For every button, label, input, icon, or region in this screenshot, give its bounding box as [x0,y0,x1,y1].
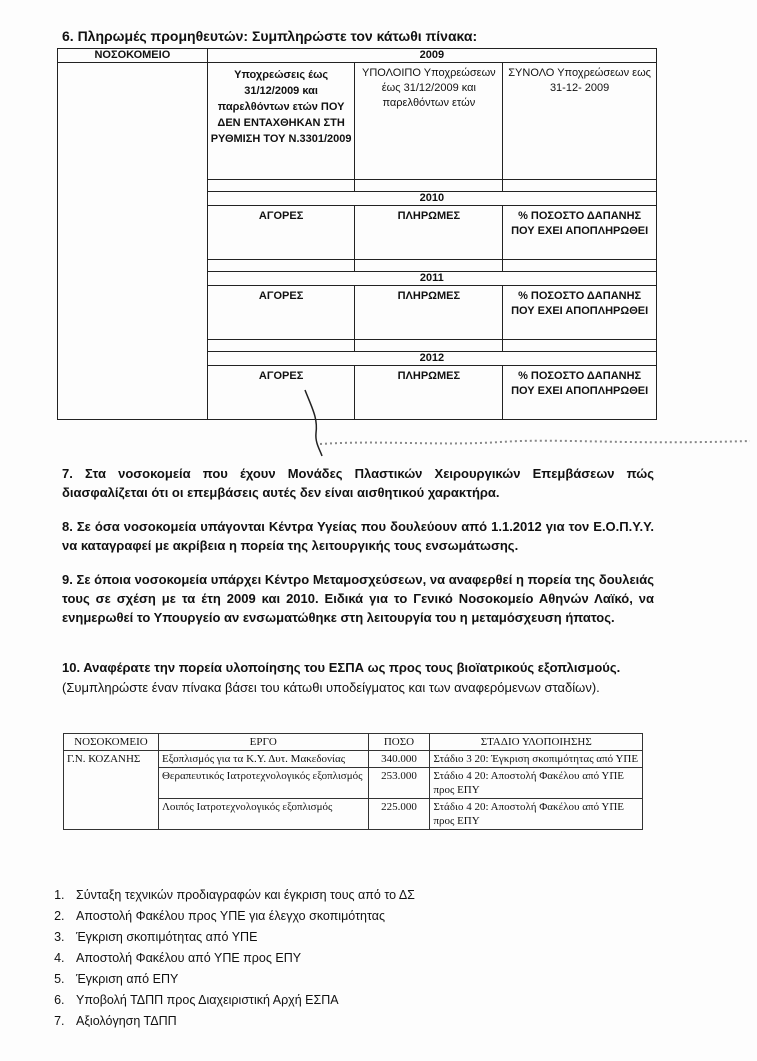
stages-list [32,885,668,1032]
year-2011-header: 2011 [207,272,656,286]
purchases-2010: ΑΓΟΡΕΣ [207,206,355,260]
row-amount: 253.000 [368,768,430,799]
row-stage: Στάδιο 4 20: Αποστολή Φακέλου από ΥΠΕ προς ΕΠΥ [430,768,643,799]
purchases-2011: ΑΓΟΡΕΣ [207,286,355,340]
payments-2012: ΠΛΗΡΩΜΕΣ [355,366,503,420]
row-stage: Στάδιο 4 20: Αποστολή Φακέλου από ΥΠΕ προς ΕΠΥ [430,799,643,830]
col-2009-total: ΣΥΝΟΛΟ Υποχρεώσεων εως 31-12- 2009 [503,63,657,180]
espa-example-table [63,733,643,830]
scan-smudge [320,438,750,448]
stage-item: 4. Αποστολή Φακέλου από ΥΠΕ προς ΕΠΥ [68,948,668,969]
question-7: 7. Στα νοσοκομεία που έχουν Μονάδες Πλαστικών Χειρουργικών Επεμβάσεων πώς διασφαλίζεται ότι οι επεμβάσεις αυτές δεν είναι αισθητικού χαρακτήρα. [62,466,654,500]
question-6-title: 6. Πληρωμές προμηθευτών: Συμπληρώστε τον κάτωθι πίνακα: [62,28,478,44]
question-10-title: 10. Αναφέρατε την πορεία υλοποίησης του ΕΣΠΑ ως προς τους βιοϊατρικούς εξοπλισμούς. [62,660,621,675]
row-stage: Στάδιο 3 20: Έγκριση σκοπιμότητας από ΥΠΕ [430,751,643,768]
hospital-cell [58,63,208,420]
percent-2012: % ΠΟΣΟΣΤΟ ΔΑΠΑΝΗΣ ΠΟΥ ΕΧΕΙ ΑΠΟΠΛΗΡΩΘΕΙ [503,366,657,420]
empty-cell [355,340,503,352]
empty-cell [207,260,355,272]
question-8: 8. Σε όσα νοσοκομεία υπάγονται Κέντρα Υγείας που δουλεύουν από 1.1.2012 για τον Ε.Ο.Π.Υ.Υ. να καταγραφεί με ακρίβεια η πορεία της λειτουργικής τους ενσωμάτωσης. [62,519,654,553]
empty-cell [207,180,355,192]
empty-cell [355,180,503,192]
year-2012-header: 2012 [207,352,656,366]
purchases-2012: ΑΓΟΡΕΣ [207,366,355,420]
year-2009-header: 2009 [207,49,656,63]
percent-2011: % ΠΟΣΟΣΤΟ ΔΑΠΑΝΗΣ ΠΟΥ ΕΧΕΙ ΑΠΟΠΛΗΡΩΘΕΙ [503,286,657,340]
header-project: ΕΡΓΟ [158,734,368,751]
empty-cell [503,340,657,352]
row-project: Εξοπλισμός για τα Κ.Υ. Δυτ. Μακεδονίας [158,751,368,768]
col-2009-unsettled: Υποχρεώσεις έως 31/12/2009 και παρελθόντων ετών ΠΟΥ ΔΕΝ ΕΝΤΑΧΘΗΚΑΝ ΣΤΗ ΡΥΘΜΙΣΗ ΤΟΥ Ν.3301/2009 [207,63,355,180]
empty-cell [355,260,503,272]
row-amount: 340.000 [368,751,430,768]
question-10-note: (Συμπληρώστε έναν πίνακα βάσει του κάτωθι υποδείγματος και των αναφερόμενων σταδίων). [62,680,600,695]
pen-stroke [300,388,330,458]
header-amount: ΠΟΣΟ [368,734,430,751]
header-hospital: ΝΟΣΟΚΟΜΕΙΟ [64,734,159,751]
payments-2011: ΠΛΗΡΩΜΕΣ [355,286,503,340]
percent-2010: % ΠΟΣΟΣΤΟ ΔΑΠΑΝΗΣ ΠΟΥ ΕΧΕΙ ΑΠΟΠΛΗΡΩΘΕΙ [503,206,657,260]
empty-cell [503,260,657,272]
hospital-header: ΝΟΣΟΚΟΜΕΙΟ [58,49,208,63]
payments-2010: ΠΛΗΡΩΜΕΣ [355,206,503,260]
row-project: Λοιπός Ιατροτεχνολογικός εξοπλισμός [158,799,368,830]
col-2009-balance: ΥΠΟΛΟΙΠΟ Υποχρεώσεων έως 31/12/2009 και παρελθόντων ετών [355,63,503,180]
year-2010-header: 2010 [207,192,656,206]
hospital-name: Γ.Ν. ΚΟΖΑΝΗΣ [64,751,159,830]
empty-cell [503,180,657,192]
supplier-payments-table [57,48,657,420]
question-9: 9. Σε όποια νοσοκομεία υπάρχει Κέντρο Μεταμοσχεύσεων, να αναφερθεί η πορεία της δουλειάς τους σε σχέση με τα έτη 2009 και 2010. Ειδικά για το Γενικό Νοσοκομείο Αθηνών Λαϊκό, να ενημερωθεί το Υπουργείο αν ενσωματώθηκε στη λειτουργία του η μεταμόσχευση ήπατος. [62,572,654,625]
header-stage: ΣΤΑΔΙΟ ΥΛΟΠΟΙΗΣΗΣ [430,734,643,751]
empty-cell [207,340,355,352]
stage-item: 3. Έγκριση σκοπιμότητας από ΥΠΕ [68,927,668,948]
row-amount: 225.000 [368,799,430,830]
stage-item: 1. Σύνταξη τεχνικών προδιαγραφών και έγκριση τους από το ΔΣ [68,885,668,906]
stage-item: 6. Υποβολή ΤΔΠΠ προς Διαχειριστική Αρχή ΕΣΠΑ [68,990,668,1011]
row-project: Θεραπευτικός Ιατροτεχνολογικός εξοπλισμός [158,768,368,799]
stage-item: 5. Έγκριση από ΕΠΥ [68,969,668,990]
stage-item: 2. Αποστολή Φακέλου προς ΥΠΕ για έλεγχο σκοπιμότητας [68,906,668,927]
stage-item: 7. Αξιολόγηση ΤΔΠΠ [68,1011,668,1032]
